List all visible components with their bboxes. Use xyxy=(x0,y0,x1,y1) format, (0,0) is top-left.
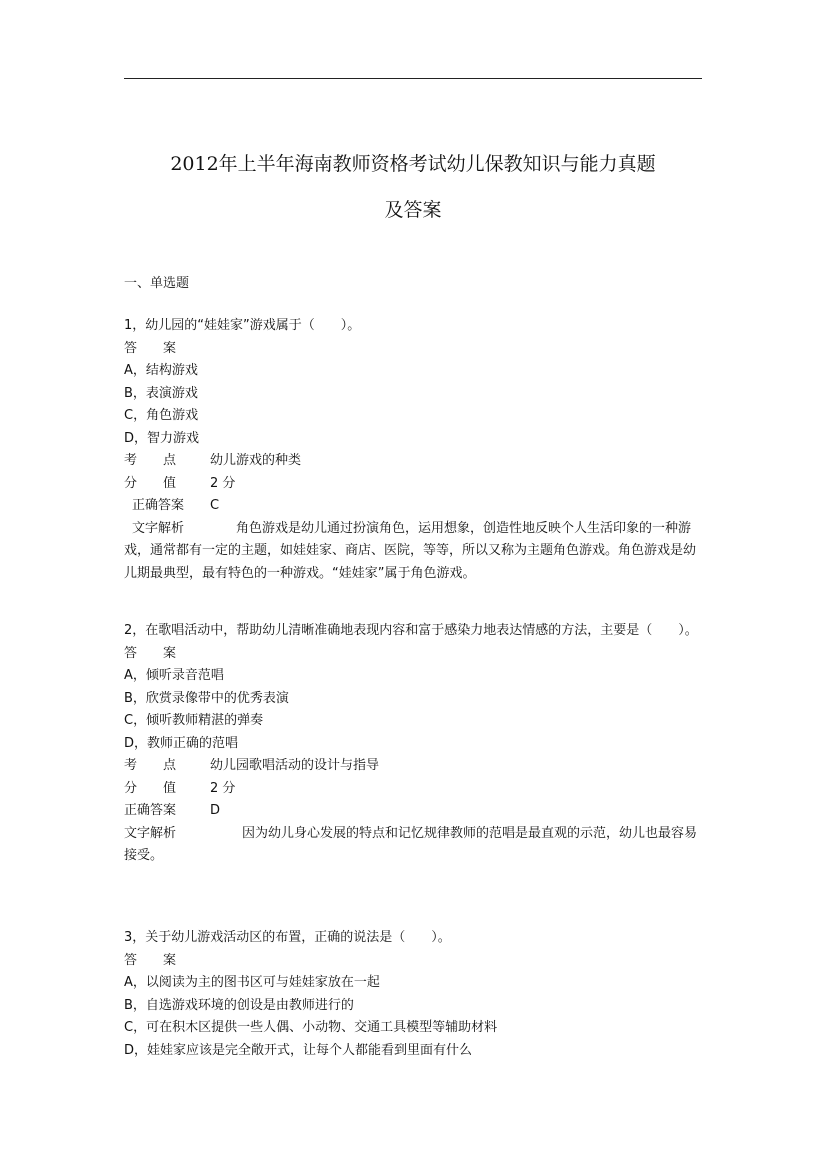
document-title-continued: 及答案 xyxy=(384,199,442,221)
explanation-text: 角色游戏是幼儿通过扮演角色，运用想象，创造性地反映个人生活印象的一种游戏，通常都有一定的主题，如娃娃家、商店、医院，等等，所以又称为主题角色游戏。角色游戏是幼儿期最典型，最有特色的一种游戏。“娃娃家”属于角色游戏。 xyxy=(124,520,697,581)
section-heading: 一、单选题 xyxy=(124,276,190,291)
correct-answer-value: C xyxy=(210,498,220,513)
knowledge-point-row xyxy=(124,755,704,778)
knowledge-point-value: 幼儿游戏的种类 xyxy=(210,453,302,468)
score-row xyxy=(124,778,704,801)
document-title: 2012年上半年海南教师资格考试幼儿保教知识与能力真题 xyxy=(170,153,656,175)
option-a: A，以阅读为主的图书区可与娃娃家放在一起 xyxy=(124,975,380,990)
option-b: B，欣赏录像带中的优秀表演 xyxy=(124,690,289,706)
explanation-row xyxy=(124,518,704,586)
option-b: B，自选游戏环境的创设是由教师进行的 xyxy=(124,997,354,1013)
explanation-text: 因为幼儿身心发展的特点和记忆规律教师的范唱是最直观的示范，幼儿也最容易接受。 xyxy=(124,825,698,863)
score-label: 分 值 xyxy=(124,475,177,491)
option-a: A，倾听录音范唱 xyxy=(124,668,224,683)
score-value: 2 分 xyxy=(210,780,236,796)
correct-answer-value: D xyxy=(210,803,221,818)
knowledge-point-value: 幼儿园歌唱活动的设计与指导 xyxy=(210,758,380,773)
option-d: D，智力游戏 xyxy=(124,430,200,446)
answer-label: 答 案 xyxy=(124,645,177,661)
score-row xyxy=(124,473,704,496)
knowledge-point-label: 考 点 xyxy=(124,453,177,468)
question-stem: 2，在歌唱活动中，帮助幼儿清晰准确地表现内容和富于感染力地表达情感的方法，主要是（ ）。 xyxy=(124,623,698,638)
answer-label: 答 案 xyxy=(124,952,177,968)
answer-label: 答 案 xyxy=(124,340,177,356)
question-1 xyxy=(124,315,704,585)
option-c: C，角色游戏 xyxy=(124,408,199,423)
question-3 xyxy=(124,927,704,1062)
correct-answer-label: 正确答案 xyxy=(124,803,177,818)
question-2 xyxy=(124,620,704,868)
header-rule xyxy=(124,78,702,79)
explanation-label: 文字解析 xyxy=(132,520,185,536)
correct-answer-label: 正确答案 xyxy=(132,498,185,513)
score-value: 2 分 xyxy=(210,475,236,491)
question-stem: 1，幼儿园的“娃娃家”游戏属于（ ）。 xyxy=(124,318,361,333)
option-c: C，倾听教师精湛的弹奏 xyxy=(124,713,264,728)
explanation-row xyxy=(124,823,704,868)
knowledge-point-label: 考 点 xyxy=(124,758,177,773)
knowledge-point-row xyxy=(124,450,704,473)
option-d: D，娃娃家应该是完全敞开式，让每个人都能看到里面有什么 xyxy=(124,1042,473,1058)
option-c: C，可在积木区提供一些人偶、小动物、交通工具模型等辅助材料 xyxy=(124,1020,498,1035)
correct-answer-row xyxy=(124,800,704,823)
score-label: 分 值 xyxy=(124,780,177,796)
option-b: B，表演游戏 xyxy=(124,385,198,401)
explanation-label: 文字解析 xyxy=(124,825,177,841)
option-d: D，教师正确的范唱 xyxy=(124,735,239,751)
option-a: A，结构游戏 xyxy=(124,363,198,378)
question-stem: 3，关于幼儿游戏活动区的布置，正确的说法是（ ）。 xyxy=(124,930,451,945)
correct-answer-row xyxy=(124,495,704,518)
